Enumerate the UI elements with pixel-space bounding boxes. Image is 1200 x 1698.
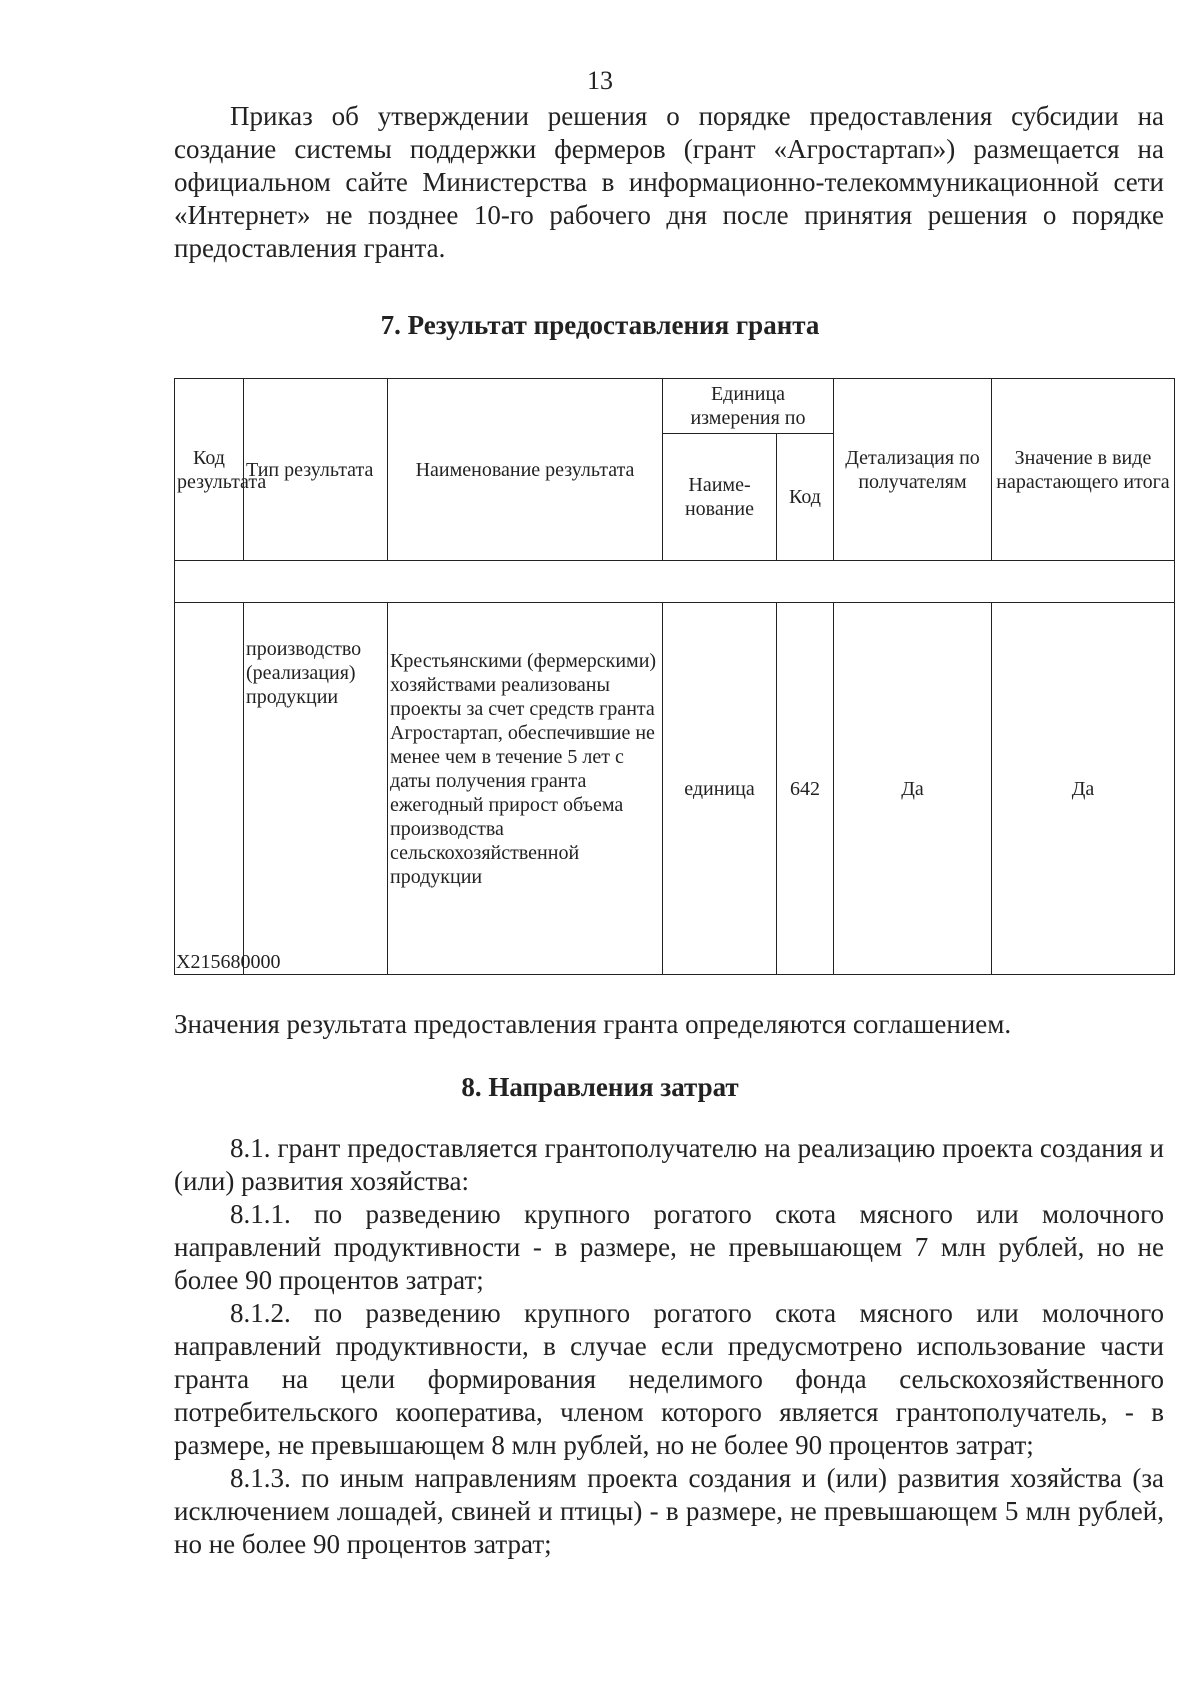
intro-paragraph: Приказ об утверждении решения о порядке предоставления субсидии на создание системы поддержки фермеров (грант «Агростартап») размещается на официальном сайте Министерства в информационно-телекоммуникационной сети «Интернет» не позднее 10-го рабочего дня после принятия решения о порядке предоставления гранта.: [174, 101, 1164, 263]
header-code: Код результата: [175, 379, 244, 561]
table-row: [175, 603, 1175, 975]
paragraph-8-1-3: 8.1.3. по иным направлениям проекта создания и (или) развития хозяйства (за исключением лошадей, свиней и птицы) - в размере, не превышающем 5 млн рублей, но не более 90 процентов затрат;: [174, 1463, 1164, 1559]
header-type: Тип результата: [244, 379, 388, 561]
row-cumulative: Да: [992, 603, 1175, 975]
row-code: X215680000: [175, 603, 244, 975]
empty-cell: [175, 561, 1175, 603]
section-7-title: 7. Результат предоставления гранта: [380, 310, 820, 340]
header-name: Наименование результата: [388, 379, 663, 561]
header-unit-name: Наиме-нование: [663, 434, 777, 561]
header-unit-group: Единица измерения по: [663, 379, 834, 434]
header-unit-code: Код: [777, 434, 834, 561]
results-table: [174, 378, 1175, 975]
paragraph-8-1: 8.1. грант предоставляется грантополучателю на реализацию проекта создания и (или) развития хозяйства:: [174, 1133, 1164, 1196]
row-name: Крестьянскими (фермерскими) хозяйствами реализованы проекты за счет средств гранта Агростартап, обеспечившие не менее чем в течение 5 лет с даты получения гранта ежегодный прирост объема производства сельскохозяйственной продукции: [388, 603, 663, 975]
paragraph-8-1-1: 8.1.1. по разведению крупного рогатого скота мясного или молочного направлений продуктивности - в размере, не превышающем 7 млн рублей, но не более 90 процентов затрат;: [174, 1199, 1164, 1295]
table-empty-row: [175, 561, 1175, 603]
section-8-title: 8. Направления затрат: [461, 1072, 739, 1102]
header-cumulative: Значение в виде нарастающего итога: [992, 379, 1175, 561]
page-number: 13: [587, 66, 613, 95]
header-detail: Детализация по получателям: [834, 379, 992, 561]
row-type: производство (реализация) продукции: [244, 603, 388, 975]
row-detail: Да: [834, 603, 992, 975]
row-unit-name: единица: [663, 603, 777, 975]
row-unit-code: 642: [777, 603, 834, 975]
table-header-row: [175, 379, 1175, 434]
paragraph-8-1-2: 8.1.2. по разведению крупного рогатого скота мясного или молочного направлений продуктивности, в случае если предусмотрено использование части гранта на цели формирования неделимого фонда сельскохозяйственного потребительского кооператива, членом которого является грантополучатель, - в размере, не превышающем 8 млн рублей, но не более 90 процентов затрат;: [174, 1298, 1164, 1460]
section-7-note: Значения результата предоставления гранта определяются соглашением.: [174, 1009, 1012, 1039]
